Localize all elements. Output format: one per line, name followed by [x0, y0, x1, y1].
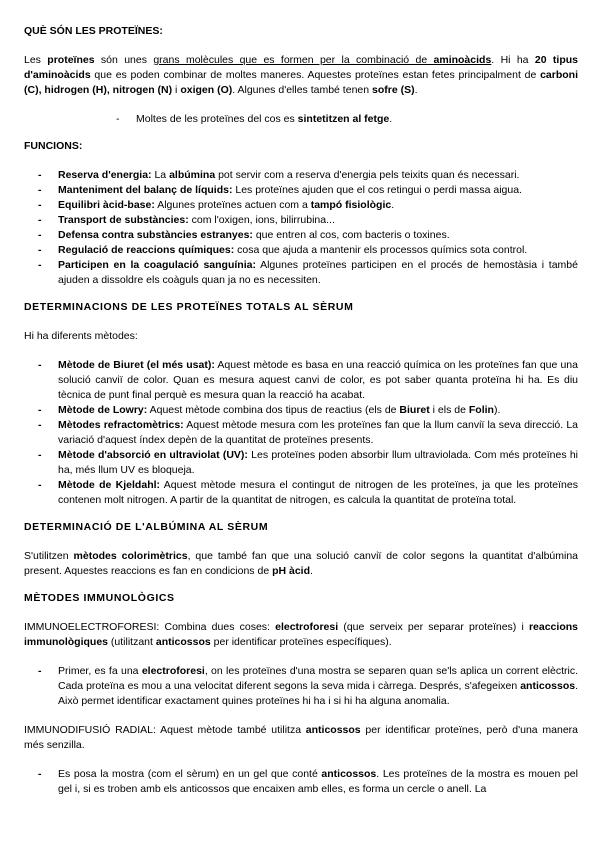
section-title-proteins: QUÈ SÓN LES PROTEÏNES: — [24, 25, 163, 37]
list-item: - Regulació de reaccions químiques: cosa que ajuda a mantenir els processos químics sota control. — [38, 243, 578, 258]
list-item: - Mètode de Kjeldahl: Aquest mètode mesura el contingut de nitrogen de les proteïnes, ja que les proteïnes contenen molt nitrogen. A partir de la quantitat de nitrogen, es calcula la quantitat de proteïna total. — [38, 478, 578, 508]
proteins-note-list — [24, 112, 578, 127]
immunoelectrophoresis-list — [24, 664, 578, 709]
list-item: - Participen en la coagulació sanguínia: Algunes proteïnes participen en el procés de hemostàsia i també ajuden a dissoldre els coàguls quan ja no es necessiten. — [38, 258, 578, 288]
albumin-paragraph: S'utilitzen mètodes colorimètrics, que també fan que una solució canviï de color segons la quantitat d'albúmina present. Aquestes reaccions es fan en condicions de pH àcid. — [24, 550, 579, 577]
list-item: - Primer, es fa una electroforesi, on les proteïnes d'una mostra se separen quan se'ls aplica un corrent elèctric. Cada proteïna es mou a una velocitat diferent segons la seva mida i càrrega. Després, s'afegeixen anticossos. Això permet identificar exactament quines proteïnes hi ha i si hi ha alguna anomalia. — [38, 664, 578, 709]
list-item: - Mètodes refractomètrics: Aquest mètode mesura com les proteïnes fan que la llum canviï la seva direcció. La variació d'aquest índex depèn de la quantitat de proteïnes presents. — [38, 418, 578, 448]
methods-intro: Hi ha diferents mètodes: — [24, 330, 138, 342]
list-item: - Moltes de les proteïnes del cos es sintetitzen al fetge. — [116, 112, 578, 127]
list-item: - Mètode de Biuret (el més usat): Aquest mètode es basa en una reacció química on les proteïnes fan que una solució canviï de color. Quan es mesura aquest canvi de color, es pot saber quanta proteïna hi ha. Es diu tècnica de punt final perquè es mesura quan la reacció ha acabat. — [38, 358, 578, 403]
list-item: - Manteniment del balanç de líquids: Les proteïnes ajuden que el cos retingui o perdi massa aigua. — [38, 183, 578, 198]
list-item: - Equilibri àcid-base: Algunes proteïnes actuen com a tampó fisiològic. — [38, 198, 578, 213]
list-item: - Reserva d'energia: La albúmina pot servir com a reserva d'energia pels teixits quan és necessari. — [38, 168, 578, 183]
list-item: - Mètode de Lowry: Aquest mètode combina dos tipus de reactius (els de Biuret i els de Folin). — [38, 403, 578, 418]
list-item: - Defensa contra substàncies estranyes: que entren al cos, com bacteris o toxines. — [38, 228, 578, 243]
list-item: - Transport de substàncies: com l'oxigen, ions, bilirrubina... — [38, 213, 578, 228]
list-item: - Es posa la mostra (com el sèrum) en un gel que conté anticossos. Les proteïnes de la mostra es mouen pel gel i, si es troben amb els anticossos que encaixen amb elles, es forma un cercle o anell. La — [38, 767, 578, 797]
section-title-total-proteins: DETERMINACIONS DE LES PROTEÏNES TOTALS AL SÈRUM — [24, 301, 354, 313]
immunoelectrophoresis-paragraph: IMMUNOELECTROFORESI: Combina dues coses: electroforesi (que serveix per separar proteïnes) i reaccions immunològiques (utilitzant anticossos per identificar proteïnes específiques). — [24, 621, 578, 648]
methods-list — [24, 358, 578, 508]
radial-immunodiffusion-list — [24, 767, 578, 797]
functions-list — [24, 168, 578, 288]
list-item: - Mètode d'absorció en ultraviolat (UV): Les proteïnes poden absorbir llum ultraviolada. Com més proteïnes hi ha, més llum UV es bloqueja. — [38, 448, 578, 478]
proteins-definition: Les proteïnes són unes grans molècules que es formen per la combinació de aminoàcids. Hi ha 20 tipus d'aminoàcids que es poden combinar de moltes maneres. Aquestes proteïnes estan fetes principalment de carboni (C), hidrogen (H), nitrogen (N) i oxigen (O). Algunes d'elles també tenen sofre (S). — [24, 54, 579, 96]
section-title-functions: FUNCIONS: — [24, 140, 83, 152]
section-title-immunological: MÈTODES IMMUNOLÒGICS — [24, 592, 175, 604]
section-title-albumin: DETERMINACIÓ DE L'ALBÚMINA AL SÈRUM — [24, 521, 269, 533]
radial-immunodiffusion-paragraph: IMMUNODIFUSIÓ RADIAL: Aquest mètode també utilitza anticossos per identificar proteïnes, però d'una manera més senzilla. — [24, 724, 578, 751]
